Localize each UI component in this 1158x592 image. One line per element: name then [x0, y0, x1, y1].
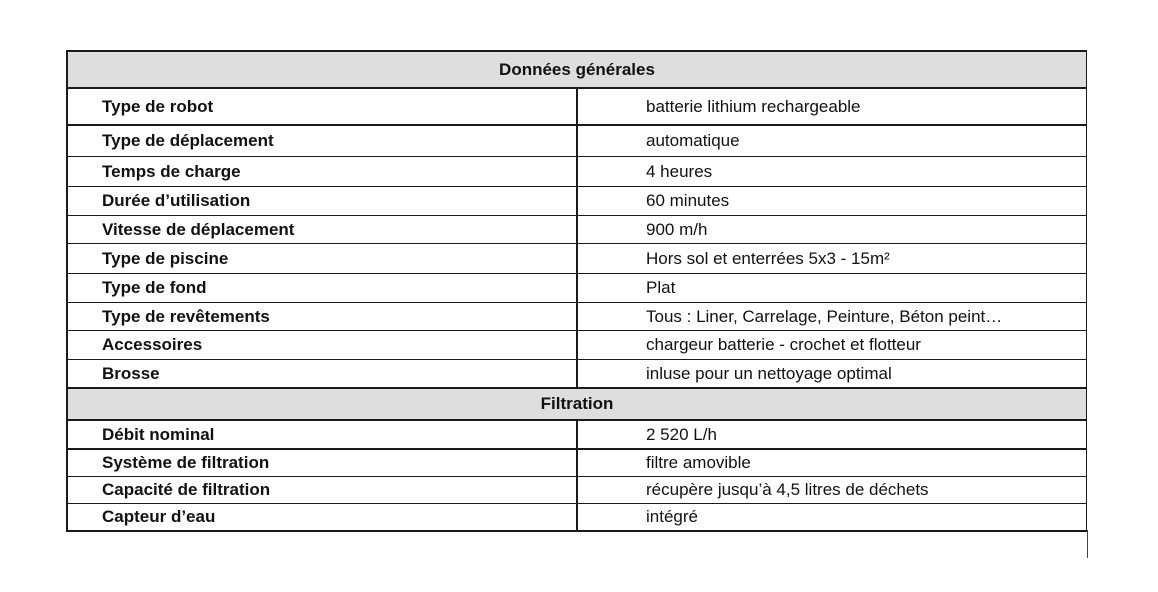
spec-table [66, 50, 1087, 532]
row-value: batterie lithium rechargeable [646, 96, 861, 116]
row-value: Plat [646, 278, 676, 297]
row-value: 4 heures [646, 161, 713, 181]
table-row [68, 477, 1086, 504]
table-row [68, 421, 1086, 450]
table-row [68, 274, 1086, 303]
row-label: Capacité de filtration [68, 477, 578, 503]
section-header-general: Données générales [68, 52, 1086, 89]
row-value: filtre amovible [646, 453, 751, 472]
row-value: automatique [646, 131, 740, 150]
table-row [68, 303, 1086, 331]
row-value: 2 520 L/h [646, 424, 717, 444]
table-row [68, 504, 1086, 530]
row-label: Capteur d’eau [68, 504, 578, 530]
table-border-stub [1087, 530, 1088, 558]
row-label: Type de robot [68, 89, 578, 124]
table-row [68, 244, 1086, 274]
row-label: Brosse [68, 360, 578, 387]
table-row [68, 89, 1086, 126]
row-value: Hors sol et enterrées 5x3 - 15m² [646, 248, 890, 268]
row-label: Type de revêtements [68, 303, 578, 330]
row-label: Accessoires [68, 331, 578, 359]
row-label: Système de filtration [68, 450, 578, 476]
row-label: Type de piscine [68, 244, 578, 273]
table-row [68, 450, 1086, 477]
table-row [68, 331, 1086, 360]
row-value: inluse pour un nettoyage optimal [646, 363, 892, 383]
table-row [68, 157, 1086, 187]
table-row [68, 216, 1086, 244]
table-row [68, 187, 1086, 216]
row-label: Durée d’utilisation [68, 187, 578, 215]
section-header-filtration: Filtration [68, 389, 1086, 421]
row-label: Type de fond [68, 274, 578, 302]
row-value: chargeur batterie - crochet et flotteur [646, 335, 921, 354]
row-label: Débit nominal [68, 421, 578, 448]
row-value: 60 minutes [646, 191, 730, 210]
row-label: Vitesse de déplacement [68, 216, 578, 243]
row-value: intégré [646, 507, 698, 526]
row-value: 900 m/h [646, 219, 708, 239]
row-label: Type de déplacement [68, 126, 578, 156]
table-row [68, 360, 1086, 389]
table-row [68, 126, 1086, 157]
row-label: Temps de charge [68, 157, 578, 186]
row-value: récupère jusqu’à 4,5 litres de déchets [646, 480, 929, 499]
row-value: Tous : Liner, Carrelage, Peinture, Béton peint… [646, 306, 1003, 326]
